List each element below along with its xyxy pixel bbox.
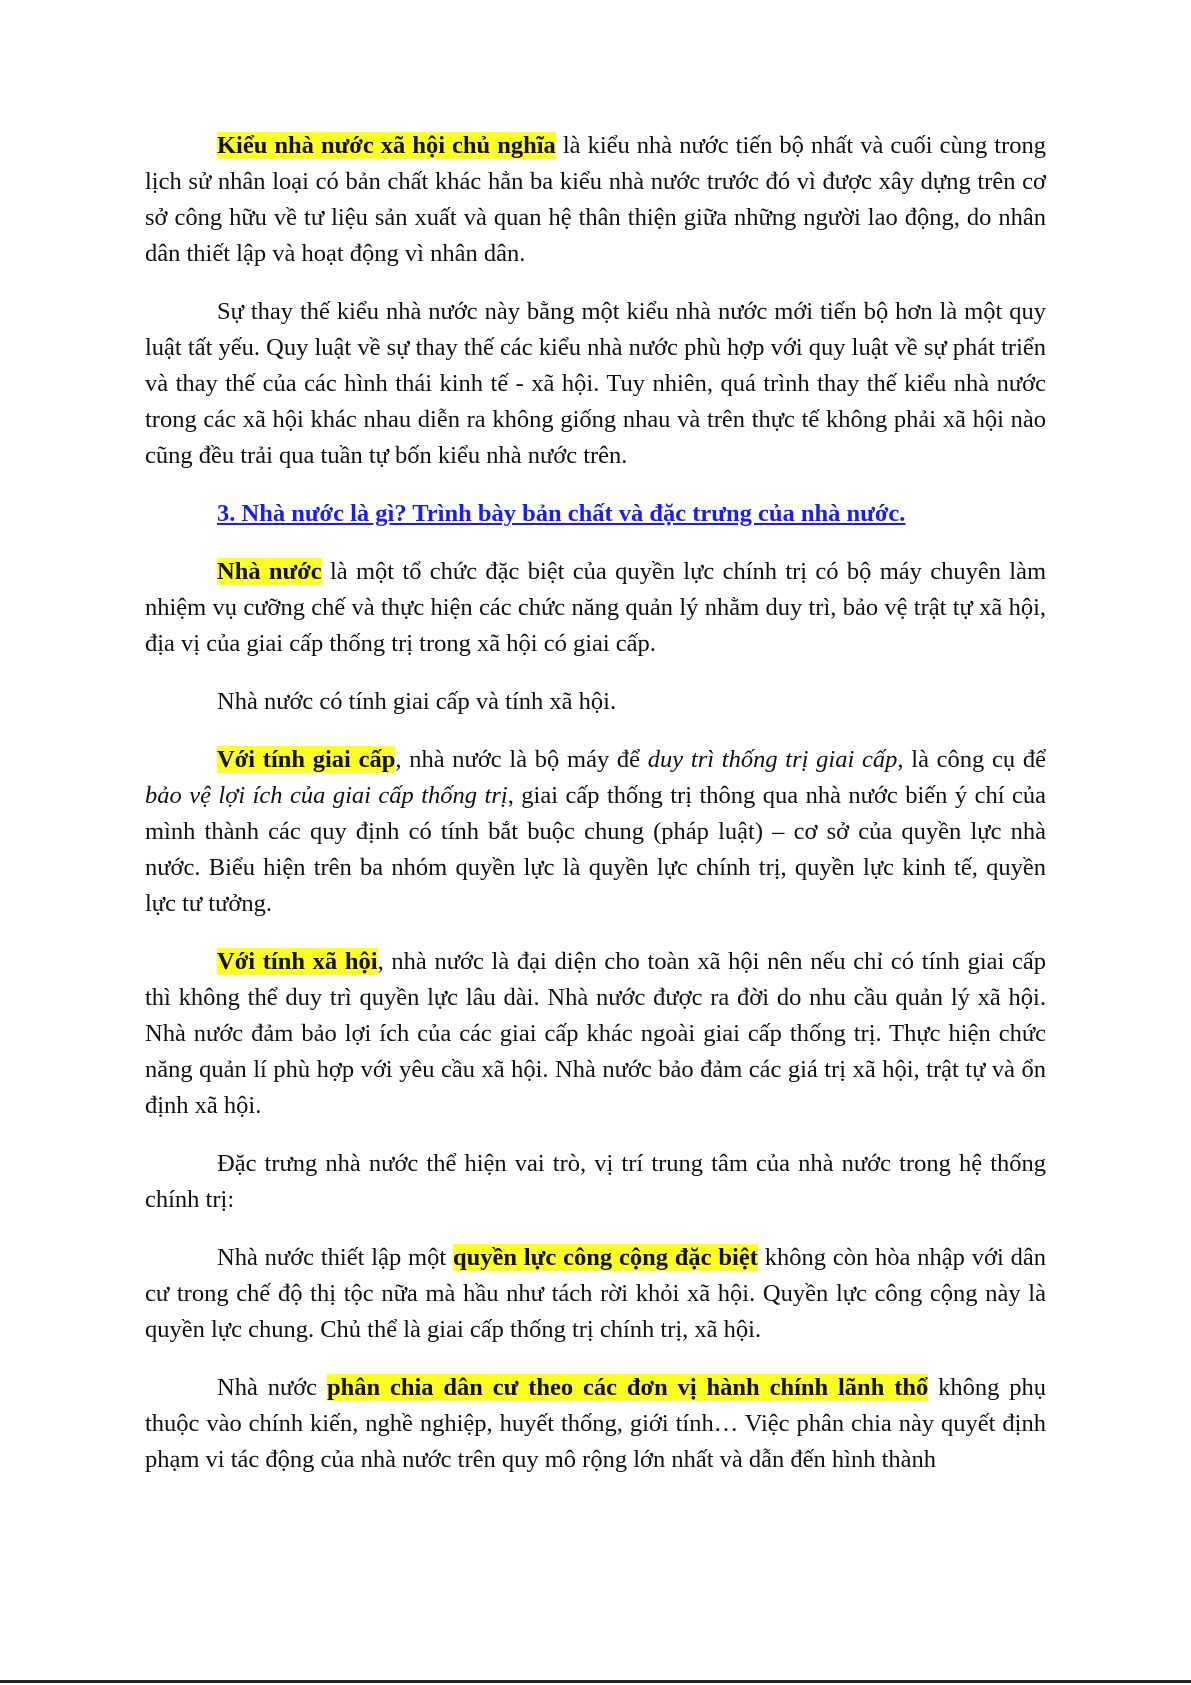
paragraph-socialist-state [145,128,1046,272]
paragraph-text: , nhà nước là bộ máy để [395,746,648,773]
paragraph-text: Sự thay thế kiểu nhà nước này bằng một kiểu nhà nước mới tiến bộ hơn là một quy luật tất yếu. Quy luật về sự thay thế các kiểu nhà nước phù hợp với quy luật về sự phát triển và thay thế của các hình thái kinh tế - xã hội. Tuy nhiên, quá trình thay thế kiểu nhà nước trong các xã hội khác nhau diễn ra không giống nhau và trên thực tế không phải xã hội nào cũng đều trải qua tuần tự bốn kiểu nhà nước trên. [145,298,1046,469]
paragraph-text: , nhà nước là đại diện cho toàn xã hội nên nếu chỉ có tính giai cấp thì không thể duy trì quyền lực lâu dài. Nhà nước được ra đời do nhu cầu quản lý xã hội. Nhà nước đảm bảo lợi ích của các giai cấp khác ngoài giai cấp thống trị. Thực hiện chức năng quản lí phù hợp với yêu cầu xã hội. Nhà nước bảo đảm các giá trị xã hội, trật tự và ổn định xã hội. [145,948,1046,1119]
paragraph-text: không phụ thuộc vào chính kiến, nghề nghiệp, huyết thống, giới tính… Việc phân chia này quyết định phạm vi tác động của nhà nước trên quy mô rộng lớn nhất và dẫn đến hình thành [145,1374,1046,1473]
italic-phrase: bảo vệ lợi ích của giai cấp thống trị [145,782,508,809]
highlight-term: Với tính xã hội [217,948,378,975]
paragraph-text: là kiểu nhà nước tiến bộ nhất và cuối cùng trong lịch sử nhân loại có bản chất khác hẳn ba kiểu nhà nước trước đó vì được xây dựng trên cơ sở công hữu về tư liệu sản xuất và quan hệ thân thiện giữa những người lao động, do nhân dân thiết lập và hoạt động vì nhân dân. [145,132,1046,267]
paragraph-territorial-division [145,1370,1046,1478]
paragraph-social-nature [145,944,1046,1124]
italic-phrase: duy trì thống trị giai cấp [647,746,898,773]
paragraph-text: Đặc trưng nhà nước thể hiện vai trò, vị trí trung tâm của nhà nước trong hệ thống chính trị: [145,1150,1046,1213]
paragraph-text: Nhà nước thiết lập một [217,1244,454,1271]
section-heading-link[interactable]: 3. Nhà nước là gì? Trình bày bản chất và đặc trưng của nhà nước. [217,500,906,527]
paragraph-state-definition [145,554,1046,662]
paragraph-text: không còn hòa nhập với dân cư trong chế độ thị tộc nữa mà hầu như tách rời khỏi xã hội. Quyền lực công cộng này là quyền lực chung. Chủ thể là giai cấp thống trị chính trị, xã hội. [145,1244,1046,1343]
highlight-term: Với tính giai cấp [217,746,396,773]
paragraph-class-nature [145,742,1046,922]
highlight-term: Kiểu nhà nước xã hội chủ nghĩa [217,132,556,159]
highlight-term: quyền lực công cộng đặc biệt [453,1244,758,1271]
page-bottom-border [0,1680,1191,1683]
paragraph-text: Nhà nước [217,1374,327,1401]
paragraph-characteristics-intro [145,1146,1046,1218]
paragraph-public-power [145,1240,1046,1348]
paragraph-state-replacement [145,294,1046,474]
highlight-term: Nhà nước [217,558,322,585]
paragraph-text: , giai cấp thống trị thông qua nhà nước biến ý chí của mình thành các quy định có tính bắt buộc chung (pháp luật) – cơ sở của quyền lực nhà nước. Biểu hiện trên ba nhóm quyền lực là quyền lực chính trị, quyền lực kinh tế, quyền lực tư tưởng. [145,782,1047,917]
document-page [145,128,1046,1500]
paragraph-text: là một tổ chức đặc biệt của quyền lực chính trị có bộ máy chuyên làm nhiệm vụ cưỡng chế và thực hiện các chức năng quản lý nhằm duy trì, bảo vệ trật tự xã hội, địa vị của giai cấp thống trị trong xã hội có giai cấp. [145,558,1046,657]
highlight-term: phân chia dân cư theo các đơn vị hành chính lãnh thổ [326,1374,929,1401]
paragraph-state-nature [145,684,1046,720]
paragraph-text: , là công cụ để [897,746,1046,773]
paragraph-text: Nhà nước có tính giai cấp và tính xã hội. [217,688,617,715]
